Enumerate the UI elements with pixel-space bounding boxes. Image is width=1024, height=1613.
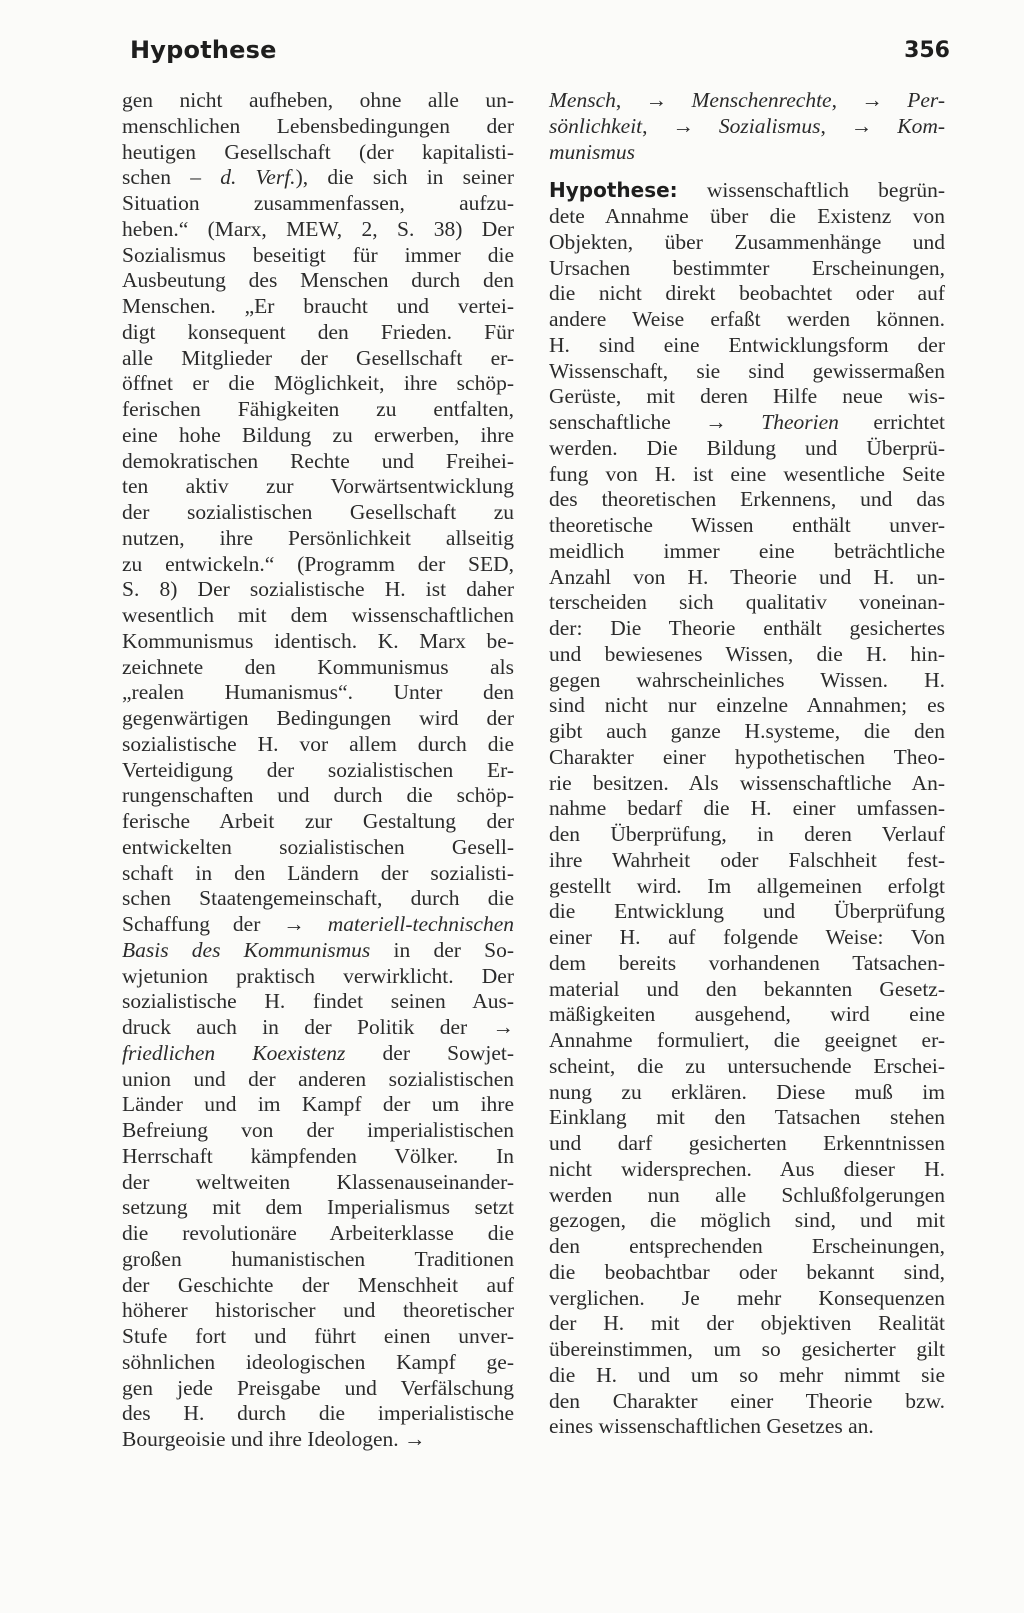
text-line xyxy=(549,487,945,513)
text-run: Charakter einer hypothetischen Theo- xyxy=(549,744,945,769)
text-line xyxy=(122,989,514,1015)
text-line xyxy=(549,1286,945,1312)
text-run: senschaftliche → xyxy=(549,410,762,434)
text-line xyxy=(549,642,945,668)
text-line xyxy=(549,539,945,565)
text-line xyxy=(549,565,945,591)
text-run: werden. Die Bildung und Überprü- xyxy=(549,435,945,460)
text-line xyxy=(549,848,945,874)
text-run: nung zu erklären. Diese muß im xyxy=(549,1079,945,1104)
text-line xyxy=(122,655,514,681)
text-line xyxy=(549,1080,945,1106)
text-run: wissenschaftlich begrün- xyxy=(677,178,945,203)
text-run: des H. durch die imperialistische xyxy=(122,1401,514,1426)
text-run: werden nun alle Schlußfolgerungen xyxy=(549,1182,945,1207)
text-run: ), die sich in seiner xyxy=(295,165,515,190)
text-line xyxy=(549,178,945,204)
text-run: zu entwickeln.“ (Programm der SED, xyxy=(122,551,514,576)
italic-reference: sönlichkeit xyxy=(549,113,643,138)
text-run: meidlich immer eine beträchtliche xyxy=(549,538,945,563)
text-run: scheint, die zu untersuchende Erschei- xyxy=(549,1053,945,1078)
text-run: der: Die Theorie enthält gesichertes xyxy=(549,616,945,640)
text-run: die nicht direkt beobachtet oder auf xyxy=(549,281,945,306)
text-line xyxy=(122,938,514,964)
text-line xyxy=(549,359,945,385)
text-run: nutzen, ihre Persönlichkeit allseitig xyxy=(122,525,514,550)
text-line xyxy=(549,1002,945,1028)
text-run: der Sowjet- xyxy=(345,1040,514,1065)
italic-reference: Theorien xyxy=(761,410,839,434)
text-line xyxy=(549,307,945,333)
text-run: den Charakter einer Theorie bzw. xyxy=(549,1388,945,1413)
cross-reference-line xyxy=(549,114,945,140)
text-line xyxy=(549,822,945,848)
text-line xyxy=(122,500,514,526)
text-run: Befreiung von der imperialistischen xyxy=(122,1118,514,1142)
text-line xyxy=(122,397,514,423)
text-line xyxy=(549,796,945,822)
text-run: der sozialistischen Gesellschaft zu xyxy=(122,500,514,524)
text-run: alle Mitglieder der Gesellschaft er- xyxy=(122,345,514,370)
italic-reference: materiell-technischen xyxy=(327,912,514,936)
text-run: schaft in den Ländern der sozialisti- xyxy=(122,860,514,885)
text-run: druck auch in der Politik der → xyxy=(122,1015,514,1039)
text-run: dete Annahme über die Existenz von xyxy=(549,204,945,228)
text-line xyxy=(122,552,514,578)
text-line xyxy=(549,1208,945,1234)
text-run: des theoretischen Erkennens, und das xyxy=(549,487,945,512)
text-run: nicht widersprechen. Aus dieser H. xyxy=(549,1156,945,1181)
text-run: Ursachen bestimmter Erscheinungen, xyxy=(549,255,945,280)
text-run: gegen wahrscheinliches Wissen. H. xyxy=(549,667,945,692)
italic-reference: Per- xyxy=(907,88,946,112)
text-run: Einklang mit den Tatsachen stehen xyxy=(549,1105,945,1130)
text-line xyxy=(549,281,945,307)
text-run: errichtet xyxy=(838,410,945,434)
text-run: gezogen, die möglich sind, und mit xyxy=(549,1208,945,1233)
text-line xyxy=(122,526,514,552)
text-line xyxy=(549,925,945,951)
text-run: ferische Arbeit zur Gestaltung der xyxy=(122,809,514,833)
text-line xyxy=(122,680,514,706)
text-run: wjetunion praktisch verwirklicht. Der xyxy=(122,963,514,988)
text-line xyxy=(122,114,514,140)
text-run: terscheiden sich qualitativ voneinan- xyxy=(549,590,945,615)
text-run: zeichnete den Kommunismus als xyxy=(122,654,514,679)
text-run: entwickelten sozialistischen Gesell- xyxy=(122,834,514,859)
text-line xyxy=(122,371,514,397)
text-run: großen humanistischen Traditionen xyxy=(122,1246,514,1271)
text-line xyxy=(122,423,514,449)
text-line xyxy=(549,1105,945,1131)
text-run: schen Staatengemeinschaft, durch die xyxy=(122,886,514,911)
italic-reference: d. Verf. xyxy=(220,165,296,190)
text-run: Schaffung der → xyxy=(122,912,328,936)
text-line xyxy=(549,1363,945,1389)
text-run: Gerüste, mit deren Hilfe neue wis- xyxy=(549,384,945,409)
text-run: der Geschichte der Menschheit auf xyxy=(122,1272,514,1297)
text-line xyxy=(122,1092,514,1118)
text-run: den Überprüfung, in deren Verlauf xyxy=(549,822,945,846)
entry-headword: Hypothese: xyxy=(549,178,678,203)
cross-reference-line xyxy=(549,88,945,114)
text-run: Objekten, über Zusammenhänge und xyxy=(549,229,945,254)
text-run: der weltweiten Klassenauseinander- xyxy=(122,1169,514,1194)
text-run: die beobachtbar oder bekannt sind, xyxy=(549,1259,945,1284)
text-line xyxy=(122,1221,514,1247)
text-run: heutigen Gesellschaft (der kapitalisti- xyxy=(122,139,514,164)
text-run: Ausbeutung des Menschen durch den xyxy=(122,268,514,293)
text-run: gibt auch ganze H.systeme, die den xyxy=(549,719,945,743)
text-line xyxy=(122,912,514,938)
text-line xyxy=(549,1414,945,1440)
text-line xyxy=(549,1311,945,1337)
text-line xyxy=(122,268,514,294)
text-line xyxy=(122,1195,514,1221)
text-line xyxy=(122,320,514,346)
text-run: union und der anderen sozialistischen xyxy=(122,1066,514,1091)
text-line xyxy=(122,191,514,217)
text-line xyxy=(549,874,945,900)
text-line xyxy=(122,1067,514,1093)
text-run: Länder und im Kampf der um ihre xyxy=(122,1092,514,1117)
text-line xyxy=(122,1298,514,1324)
text-line xyxy=(122,886,514,912)
text-run: dem bereits vorhandenen Tatsachen- xyxy=(549,950,945,975)
text-run: sozialistische H. vor allem durch die xyxy=(122,731,514,756)
text-line xyxy=(549,1131,945,1157)
text-line xyxy=(122,603,514,629)
text-line xyxy=(122,861,514,887)
text-line xyxy=(122,758,514,784)
text-run: wesentlich mit dem wissenschaftlichen xyxy=(122,603,514,627)
text-line xyxy=(549,668,945,694)
text-line xyxy=(549,1337,945,1363)
text-line xyxy=(549,1260,945,1286)
text-run: übereinstimmen, um so gesicherter gilt xyxy=(549,1337,945,1361)
text-run: gegenwärtigen Bedingungen wird der xyxy=(122,706,514,730)
text-run: rie besitzen. Als wissenschaftliche An- xyxy=(549,770,945,795)
text-line xyxy=(549,693,945,719)
text-line xyxy=(549,384,945,410)
dictionary-entry-hypothese xyxy=(549,178,945,1440)
text-line xyxy=(122,964,514,990)
text-run: , → xyxy=(642,113,719,138)
text-line xyxy=(122,88,514,114)
text-line xyxy=(549,1183,945,1209)
text-run: ferischen Fähigkeiten zu entfalten, xyxy=(122,397,514,421)
text-run: theoretische Wissen enthält unver- xyxy=(549,513,945,537)
text-run: Anzahl von H. Theorie und H. un- xyxy=(549,564,945,589)
italic-reference: Basis des Kommunismus xyxy=(122,937,371,962)
text-run: heben.“ (Marx, MEW, 2, S. 38) Der xyxy=(122,216,514,241)
text-line xyxy=(122,165,514,191)
text-line xyxy=(122,629,514,655)
text-line xyxy=(122,1427,514,1453)
text-run: „realen Humanismus“. Unter den xyxy=(122,680,514,705)
text-line xyxy=(122,1170,514,1196)
text-line xyxy=(549,616,945,642)
text-run: , → xyxy=(615,88,692,112)
text-run: Herrschaft kämpfenden Völker. In xyxy=(122,1143,514,1168)
text-line xyxy=(549,204,945,230)
text-run: gen nicht aufheben, ohne alle un- xyxy=(122,88,514,112)
italic-reference: Menschenrechte xyxy=(691,88,832,112)
text-line xyxy=(122,217,514,243)
text-line xyxy=(122,809,514,835)
text-run: H. sind eine Entwicklungsform der xyxy=(549,332,945,357)
text-line xyxy=(549,899,945,925)
text-line xyxy=(122,474,514,500)
text-run: die Entwicklung und Überprüfung xyxy=(549,899,945,924)
text-run: ihre Wahrheit oder Falschheit fest- xyxy=(549,847,945,872)
text-run: einer H. auf folgende Weise: Von xyxy=(549,925,945,949)
text-line xyxy=(122,1324,514,1350)
italic-reference: Sozialismus xyxy=(718,113,821,138)
text-run: fung von H. ist eine wesentliche Seite xyxy=(549,461,945,486)
text-line xyxy=(122,577,514,603)
text-line xyxy=(122,1401,514,1427)
text-run: die H. und um so mehr nimmt sie xyxy=(549,1362,945,1387)
text-run: Menschen. „Er braucht und vertei- xyxy=(122,294,514,318)
text-line xyxy=(122,346,514,372)
text-run: der H. mit der objektiven Realität xyxy=(549,1311,945,1336)
text-line xyxy=(122,140,514,166)
text-line xyxy=(549,230,945,256)
cross-reference-line xyxy=(549,140,945,166)
text-line xyxy=(122,1118,514,1144)
text-run: mäßigkeiten ausgehend, wird eine xyxy=(549,1002,945,1027)
text-line xyxy=(549,977,945,1003)
text-run: material und den bekannten Gesetz- xyxy=(549,976,945,1001)
text-line xyxy=(549,745,945,771)
cross-references xyxy=(549,88,945,165)
text-run: Situation zusammenfassen, aufzu- xyxy=(122,191,514,215)
text-run: digt konsequent den Frieden. Für xyxy=(122,319,514,344)
text-line xyxy=(549,719,945,745)
text-run: gen jede Preisgabe und Verfälschung xyxy=(122,1375,514,1400)
text-line xyxy=(122,449,514,475)
text-run: Kommunismus identisch. K. Marx be- xyxy=(122,628,514,653)
text-line xyxy=(122,1273,514,1299)
text-line xyxy=(549,590,945,616)
text-line xyxy=(549,436,945,462)
text-line xyxy=(549,513,945,539)
text-run: rungenschaften und durch die schöp- xyxy=(122,783,514,808)
text-line xyxy=(549,1157,945,1183)
text-run: Verteidigung der sozialistischen Er- xyxy=(122,757,514,782)
text-line xyxy=(549,1054,945,1080)
text-run: schen – xyxy=(122,165,221,190)
text-line xyxy=(122,243,514,269)
text-run: nahme bedarf die H. einer umfassen- xyxy=(549,796,945,821)
text-line xyxy=(549,410,945,436)
text-run: die revolutionäre Arbeiterklasse die xyxy=(122,1221,514,1245)
text-line xyxy=(549,256,945,282)
text-line xyxy=(549,1389,945,1415)
text-run: Annahme formuliert, die geeignet er- xyxy=(549,1028,945,1052)
text-run: öffnet er die Möglichkeit, ihre schöp- xyxy=(122,371,514,396)
text-run: eines wissenschaftlichen Gesetzes an. xyxy=(549,1414,874,1439)
text-run: Sozialismus beseitigt für immer die xyxy=(122,242,514,267)
text-run: S. 8) Der sozialistische H. ist daher xyxy=(122,577,514,602)
text-run: , → xyxy=(831,88,908,112)
text-run: verglichen. Je mehr Konsequenzen xyxy=(549,1285,945,1310)
text-line xyxy=(122,835,514,861)
text-run: Bourgeoisie und ihre Ideologen. → xyxy=(122,1427,426,1451)
running-head: Hypothese xyxy=(130,36,277,64)
text-run: , → xyxy=(820,113,898,138)
text-run: ten aktiv zur Vorwärtsentwicklung xyxy=(122,474,514,499)
text-run: den entsprechenden Erscheinungen, xyxy=(549,1234,945,1258)
text-run: söhnlichen ideologischen Kampf ge- xyxy=(122,1349,514,1374)
text-run: in der So- xyxy=(370,937,514,962)
italic-reference: Mensch xyxy=(549,88,616,112)
text-line xyxy=(122,294,514,320)
text-run: und darf gesicherten Erkenntnissen xyxy=(549,1131,945,1155)
text-run: sozialistische H. findet seinen Aus- xyxy=(122,989,514,1014)
text-line xyxy=(122,1041,514,1067)
text-line xyxy=(122,1015,514,1041)
text-line xyxy=(122,1376,514,1402)
text-run: und bewiesenes Wissen, die H. hin- xyxy=(549,641,945,666)
text-line xyxy=(549,951,945,977)
text-run: setzung mit dem Imperialismus setzt xyxy=(122,1195,514,1220)
italic-reference: munismus xyxy=(549,139,636,164)
page-number: 356 xyxy=(904,38,950,63)
text-run: andere Weise erfaßt werden können. xyxy=(549,307,945,331)
text-line xyxy=(549,1028,945,1054)
text-line xyxy=(549,771,945,797)
text-line xyxy=(549,462,945,488)
right-column xyxy=(549,88,945,1440)
text-line xyxy=(549,333,945,359)
text-run: Stufe fort und führt einen unver- xyxy=(122,1324,514,1348)
text-run: sind nicht nur einzelne Annahmen; es xyxy=(549,693,945,718)
text-run: menschlichen Lebensbedingungen der xyxy=(122,113,514,138)
italic-reference: Kom- xyxy=(897,113,946,138)
text-run: demokratischen Rechte und Freihei- xyxy=(122,448,514,473)
text-run: gestellt wird. Im allgemeinen erfolgt xyxy=(549,873,945,898)
left-column xyxy=(122,88,514,1453)
text-line xyxy=(122,1247,514,1273)
text-line xyxy=(122,1350,514,1376)
text-line xyxy=(549,1234,945,1260)
text-run: eine hohe Bildung zu erwerben, ihre xyxy=(122,422,514,447)
text-run: höherer historischer und theoretischer xyxy=(122,1298,514,1323)
text-line xyxy=(122,1144,514,1170)
text-line xyxy=(122,732,514,758)
text-line xyxy=(122,783,514,809)
italic-reference: friedlichen Koexistenz xyxy=(122,1040,346,1065)
text-line xyxy=(122,706,514,732)
text-run: Wissenschaft, sie sind gewissermaßen xyxy=(549,358,945,383)
